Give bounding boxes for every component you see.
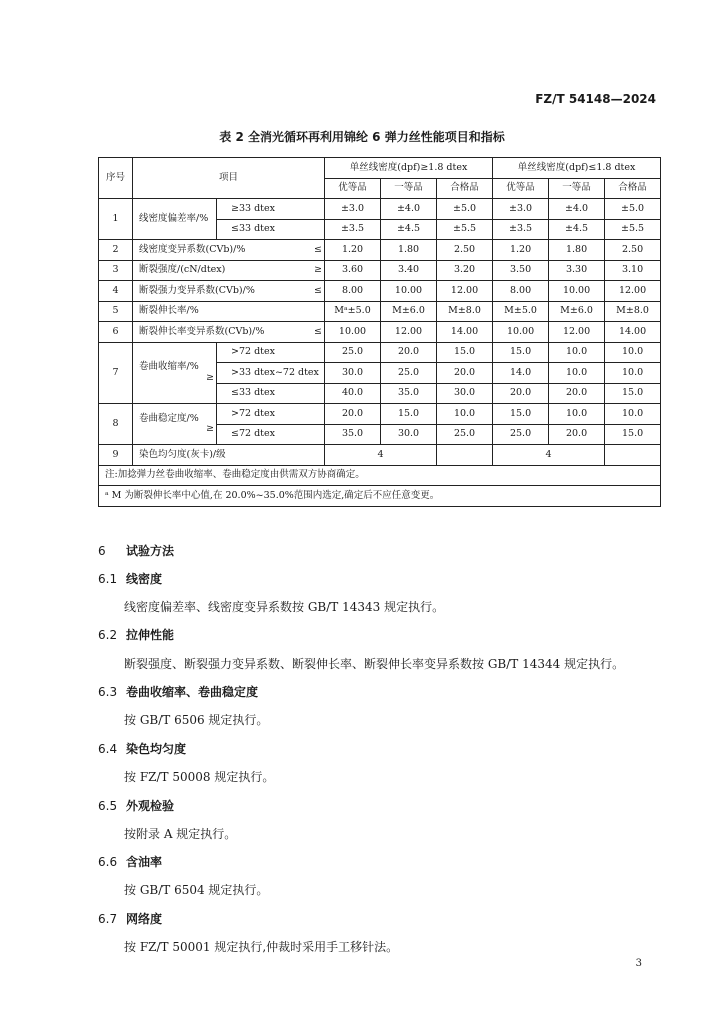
comparison-symbol: ≥ — [206, 423, 214, 434]
cell-value: 10.0 — [549, 342, 605, 363]
table-note: 注:加捻弹力丝卷曲收缩率、卷曲稳定度由供需双方协商确定。 — [99, 465, 661, 486]
cell-value: 30.0 — [381, 424, 437, 445]
header-no: 序号 — [99, 158, 133, 199]
cell-value: 30.0 — [325, 363, 381, 384]
section-body: 按 FZ/T 50008 规定执行。 — [124, 770, 275, 784]
cell-value: 15.0 — [493, 342, 549, 363]
cell-value: 10.0 — [605, 404, 661, 425]
cell-value: 3.50 — [493, 260, 549, 281]
section-body: 按 GB/T 6504 规定执行。 — [124, 883, 269, 897]
standard-id: FZ/T 54148—2024 — [535, 92, 656, 106]
section-number: 6.4 — [98, 742, 118, 756]
cell-value: 35.0 — [325, 424, 381, 445]
cell-value: 40.0 — [325, 383, 381, 404]
table-row — [99, 301, 661, 322]
comparison-symbol: ≤ — [314, 243, 323, 255]
cell-value: 14.0 — [493, 363, 549, 384]
grade-label: 优等品 — [325, 178, 381, 199]
cell-value: 3.40 — [381, 260, 437, 281]
section-title: 试验方法 — [126, 544, 175, 558]
cell-value: 12.00 — [381, 322, 437, 343]
row-item — [133, 322, 325, 343]
row-item: 线密度偏差率/% — [133, 199, 217, 240]
cell-value: 20.0 — [325, 404, 381, 425]
cell-value: 35.0 — [381, 383, 437, 404]
section-body: 按 FZ/T 50001 规定执行,仲裁时采用手工移针法。 — [124, 940, 399, 954]
grade-label: 合格品 — [605, 178, 661, 199]
table-row — [99, 281, 661, 302]
table-row — [99, 322, 661, 343]
section-heading — [98, 797, 174, 814]
cell-value: Mᵃ±5.0 — [325, 301, 381, 322]
cell-value: 20.0 — [493, 383, 549, 404]
comparison-symbol: ≥ — [206, 371, 214, 383]
cell-value: 1.80 — [549, 240, 605, 261]
row-item-label: 卷曲收缩率/% — [139, 361, 199, 373]
table-row — [99, 199, 661, 220]
cell-value: 10.00 — [325, 322, 381, 343]
cell-value: 1.20 — [325, 240, 381, 261]
cell-value: 8.00 — [493, 281, 549, 302]
cell-value: 10.0 — [605, 363, 661, 384]
cell-value: 25.0 — [493, 424, 549, 445]
row-sub-item: >33 dtex~72 dtex — [217, 363, 325, 384]
cell-value: ±3.5 — [493, 219, 549, 240]
section-number: 6.6 — [98, 855, 118, 869]
row-item-label: 染色均匀度(灰卡)/级 — [139, 448, 226, 460]
cell-value: M±6.0 — [381, 301, 437, 322]
cell-value: ±4.0 — [549, 199, 605, 220]
row-item-label: 断裂强力变异系数(CVb)/% — [139, 284, 255, 296]
section-title: 外观检验 — [126, 799, 175, 813]
header-group-a: 单丝线密度(dpf)≥1.8 dtex — [325, 158, 493, 179]
section-number: 6.3 — [98, 685, 118, 699]
row-no: 9 — [99, 445, 133, 466]
section-title: 线密度 — [126, 572, 163, 586]
row-no: 2 — [99, 240, 133, 261]
cell-value: M±6.0 — [549, 301, 605, 322]
cell-value: 2.50 — [605, 240, 661, 261]
row-sub-item: ≤72 dtex — [217, 424, 325, 445]
section-body: 按附录 A 规定执行。 — [124, 827, 237, 841]
table-row — [99, 342, 661, 363]
comparison-symbol: ≥ — [314, 264, 323, 276]
row-item — [133, 445, 325, 466]
section-title: 拉伸性能 — [126, 628, 175, 642]
row-no: 8 — [99, 404, 133, 445]
section-heading — [98, 683, 258, 700]
cell-value: 4 — [325, 445, 437, 466]
row-sub-item: ≤33 dtex — [217, 219, 325, 240]
grade-label: 一等品 — [549, 178, 605, 199]
row-item — [133, 404, 217, 445]
row-no: 1 — [99, 199, 133, 240]
row-item — [133, 240, 325, 261]
table-row — [99, 240, 661, 261]
row-no: 7 — [99, 342, 133, 404]
cell-value: 20.0 — [437, 363, 493, 384]
cell-value: 15.0 — [437, 342, 493, 363]
row-no: 5 — [99, 301, 133, 322]
cell-value: 3.20 — [437, 260, 493, 281]
cell-value: ±4.5 — [549, 219, 605, 240]
cell-value: 25.0 — [325, 342, 381, 363]
cell-value: 14.00 — [605, 322, 661, 343]
cell-value: 14.00 — [437, 322, 493, 343]
table-row — [99, 260, 661, 281]
cell-value: 3.30 — [549, 260, 605, 281]
cell-value: 12.00 — [437, 281, 493, 302]
section-number: 6.2 — [98, 628, 118, 642]
section-heading — [98, 853, 162, 870]
cell-value: 10.00 — [493, 322, 549, 343]
section-number: 6.1 — [98, 572, 118, 586]
table-row — [99, 404, 661, 425]
row-item-label: 断裂强度/(cN/dtex) — [139, 264, 226, 276]
row-no: 6 — [99, 322, 133, 343]
section-body: 线密度偏差率、线密度变异系数按 GB/T 14343 规定执行。 — [124, 600, 445, 614]
cell-value: 3.10 — [605, 260, 661, 281]
comparison-symbol: ≤ — [314, 284, 323, 296]
cell-value: 15.0 — [605, 424, 661, 445]
cell-value: ±4.0 — [381, 199, 437, 220]
cell-value: ±3.0 — [493, 199, 549, 220]
row-sub-item: >72 dtex — [217, 404, 325, 425]
table-row — [99, 445, 661, 466]
cell-value: 20.0 — [549, 424, 605, 445]
spec-table — [98, 157, 661, 507]
section-heading — [98, 570, 162, 587]
row-sub-item: ≥33 dtex — [217, 199, 325, 220]
cell-value: 20.0 — [381, 342, 437, 363]
row-no: 4 — [99, 281, 133, 302]
section-title: 含油率 — [126, 855, 163, 869]
row-sub-item: ≤33 dtex — [217, 383, 325, 404]
cell-value: 12.00 — [605, 281, 661, 302]
section-title: 网络度 — [126, 912, 163, 926]
section-title: 染色均匀度 — [126, 742, 187, 756]
row-item — [133, 281, 325, 302]
cell-empty — [437, 445, 493, 466]
cell-value: ±5.5 — [437, 219, 493, 240]
cell-value: 15.0 — [493, 404, 549, 425]
cell-value: 10.0 — [549, 363, 605, 384]
section-heading — [98, 542, 174, 559]
grade-label: 优等品 — [493, 178, 549, 199]
cell-value: 25.0 — [381, 363, 437, 384]
cell-value: 10.00 — [381, 281, 437, 302]
cell-value: ±5.0 — [437, 199, 493, 220]
cell-value: M±5.0 — [493, 301, 549, 322]
section-heading — [98, 740, 186, 757]
cell-value: 15.0 — [381, 404, 437, 425]
row-item — [133, 260, 325, 281]
section-body: 按 GB/T 6506 规定执行。 — [124, 713, 269, 727]
section-number: 6 — [98, 544, 106, 558]
cell-value: 3.60 — [325, 260, 381, 281]
cell-value: ±5.0 — [605, 199, 661, 220]
section-heading — [98, 910, 162, 927]
cell-value: 4 — [493, 445, 605, 466]
table-footnote-row — [99, 486, 661, 507]
row-item: 断裂伸长率/% — [133, 301, 325, 322]
row-sub-item: >72 dtex — [217, 342, 325, 363]
cell-value: M±8.0 — [605, 301, 661, 322]
cell-value: 10.0 — [437, 404, 493, 425]
page-number: 3 — [635, 958, 642, 969]
cell-value: 8.00 — [325, 281, 381, 302]
row-item-label: 断裂伸长率变异系数(CVb)/% — [139, 325, 265, 337]
cell-value: 10.00 — [549, 281, 605, 302]
row-item-label: 线密度变异系数(CVb)/% — [139, 243, 246, 255]
header-item: 项目 — [133, 158, 325, 199]
section-number: 6.7 — [98, 912, 118, 926]
header-group-b: 单丝线密度(dpf)≤1.8 dtex — [493, 158, 661, 179]
cell-value: ±4.5 — [381, 219, 437, 240]
cell-value: 30.0 — [437, 383, 493, 404]
table-title: 表 2 全消光循环再利用锦纶 6 弹力丝性能项目和指标 — [219, 130, 505, 144]
cell-value: ±3.5 — [325, 219, 381, 240]
table-header-row — [99, 158, 661, 179]
cell-value: 25.0 — [437, 424, 493, 445]
cell-value: ±5.5 — [605, 219, 661, 240]
grade-label: 一等品 — [381, 178, 437, 199]
cell-value: 12.00 — [549, 322, 605, 343]
table-note-row — [99, 465, 661, 486]
row-no: 3 — [99, 260, 133, 281]
cell-empty — [605, 445, 661, 466]
row-item — [133, 342, 217, 404]
cell-value: 15.0 — [605, 383, 661, 404]
section-title: 卷曲收缩率、卷曲稳定度 — [126, 685, 259, 699]
cell-value: ±3.0 — [325, 199, 381, 220]
cell-value: 10.0 — [605, 342, 661, 363]
section-body: 断裂强度、断裂强力变异系数、断裂伸长率、断裂伸长率变异系数按 GB/T 14344 规定执行。 — [124, 657, 625, 671]
cell-value: 10.0 — [549, 404, 605, 425]
grade-label: 合格品 — [437, 178, 493, 199]
cell-value: 2.50 — [437, 240, 493, 261]
table-footnote: ᵃ M 为断裂伸长率中心值,在 20.0%~35.0%范围内选定,确定后不应任意变更。 — [99, 486, 661, 507]
cell-value: 20.0 — [549, 383, 605, 404]
section-heading — [98, 626, 174, 643]
row-item-label: 卷曲稳定度/% — [139, 412, 199, 424]
section-number: 6.5 — [98, 799, 118, 813]
cell-value: M±8.0 — [437, 301, 493, 322]
cell-value: 1.20 — [493, 240, 549, 261]
comparison-symbol: ≤ — [314, 325, 323, 337]
cell-value: 1.80 — [381, 240, 437, 261]
